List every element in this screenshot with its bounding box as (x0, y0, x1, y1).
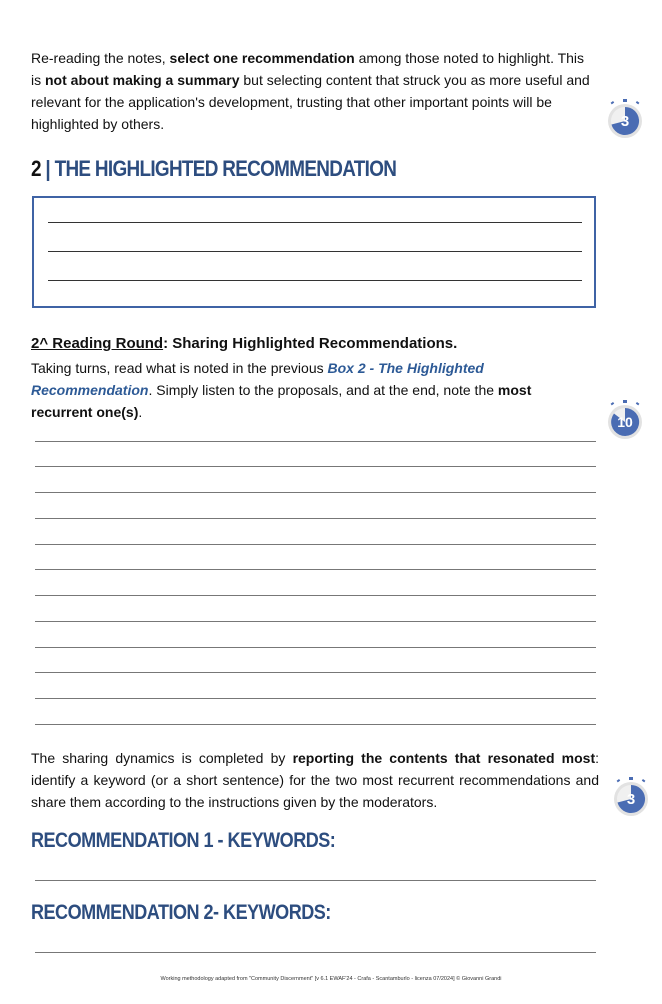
sharing-text: : identify a keyword (or a short sentence) for the two most recurrent recommendations and share them according to the instructions given by the moderators. (31, 750, 600, 810)
writing-line (35, 492, 596, 493)
intro-bold-summary: not about making a summary (45, 72, 240, 88)
box-reference: Box 2 - The Highlighted Recommendation (31, 360, 484, 398)
sharing-paragraph (31, 747, 599, 813)
writing-line (48, 222, 582, 223)
intro-paragraph (31, 47, 591, 135)
timer-label: 3 (620, 113, 630, 130)
writing-line (35, 672, 596, 673)
writing-line (48, 251, 582, 252)
writing-line (35, 441, 596, 442)
highlighted-recommendation-box[interactable] (32, 196, 596, 308)
section-number: 2 (31, 156, 41, 181)
intro-bold-select: select one recommendation (169, 50, 355, 66)
section-title (31, 156, 396, 182)
page-footer: Working methodology adapted from "Community Discernment" [v 6.1 EWAF'24 - Crafa - Scantamburlo - licenza 07/2024] © Giovanni Grandi (160, 976, 502, 982)
timer-icon (606, 400, 644, 440)
recommendation-2-line[interactable] (35, 952, 596, 953)
recommendation-2-title: RECOMMENDATION 2- KEYWORDS: (31, 901, 331, 924)
timer-icon (606, 99, 644, 139)
writing-line (35, 698, 596, 699)
reading-round-heading (31, 333, 457, 355)
reading-round-paragraph (31, 357, 591, 423)
writing-line (35, 518, 596, 519)
reading-round-bold: most recurrent one(s) (31, 382, 532, 420)
timer-icon (612, 777, 650, 817)
reading-round-text: Taking turns, read what is noted in the previous (31, 360, 328, 376)
recommendation-1-title: RECOMMENDATION 1 - KEYWORDS: (31, 829, 336, 852)
writing-line (48, 280, 582, 281)
writing-line (35, 595, 596, 596)
timer-label: 10 (617, 414, 633, 430)
recommendation-1-line[interactable] (35, 880, 596, 881)
writing-line (35, 466, 596, 467)
reading-round-text: . (138, 404, 143, 420)
writing-line (35, 544, 596, 545)
reading-round-subtitle: : Sharing Highlighted Recommendations. (163, 335, 458, 352)
sharing-text: The sharing dynamics is completed by (31, 750, 293, 766)
sharing-bold: reporting the contents that resonated most (292, 750, 596, 766)
section-title-text: THE HIGHLIGHTED RECOMMENDATION (54, 156, 397, 181)
intro-text: but selecting content that struck you as more useful and relevant for the application's development, trusting that other important points will be highlighted by others. (31, 72, 590, 132)
writing-line (35, 569, 596, 570)
timer-label: 3 (626, 791, 636, 808)
reading-round-text: . Simply listen to the proposals, and at the end, note the (148, 382, 498, 398)
section-separator: | (40, 156, 55, 181)
writing-line (35, 647, 596, 648)
reading-round-label: 2^ Reading Round (31, 335, 164, 352)
writing-line (35, 621, 596, 622)
writing-line (35, 724, 596, 725)
intro-text: Re-reading the notes, (31, 50, 170, 66)
intro-text: among those noted to highlight. This is (31, 50, 585, 88)
